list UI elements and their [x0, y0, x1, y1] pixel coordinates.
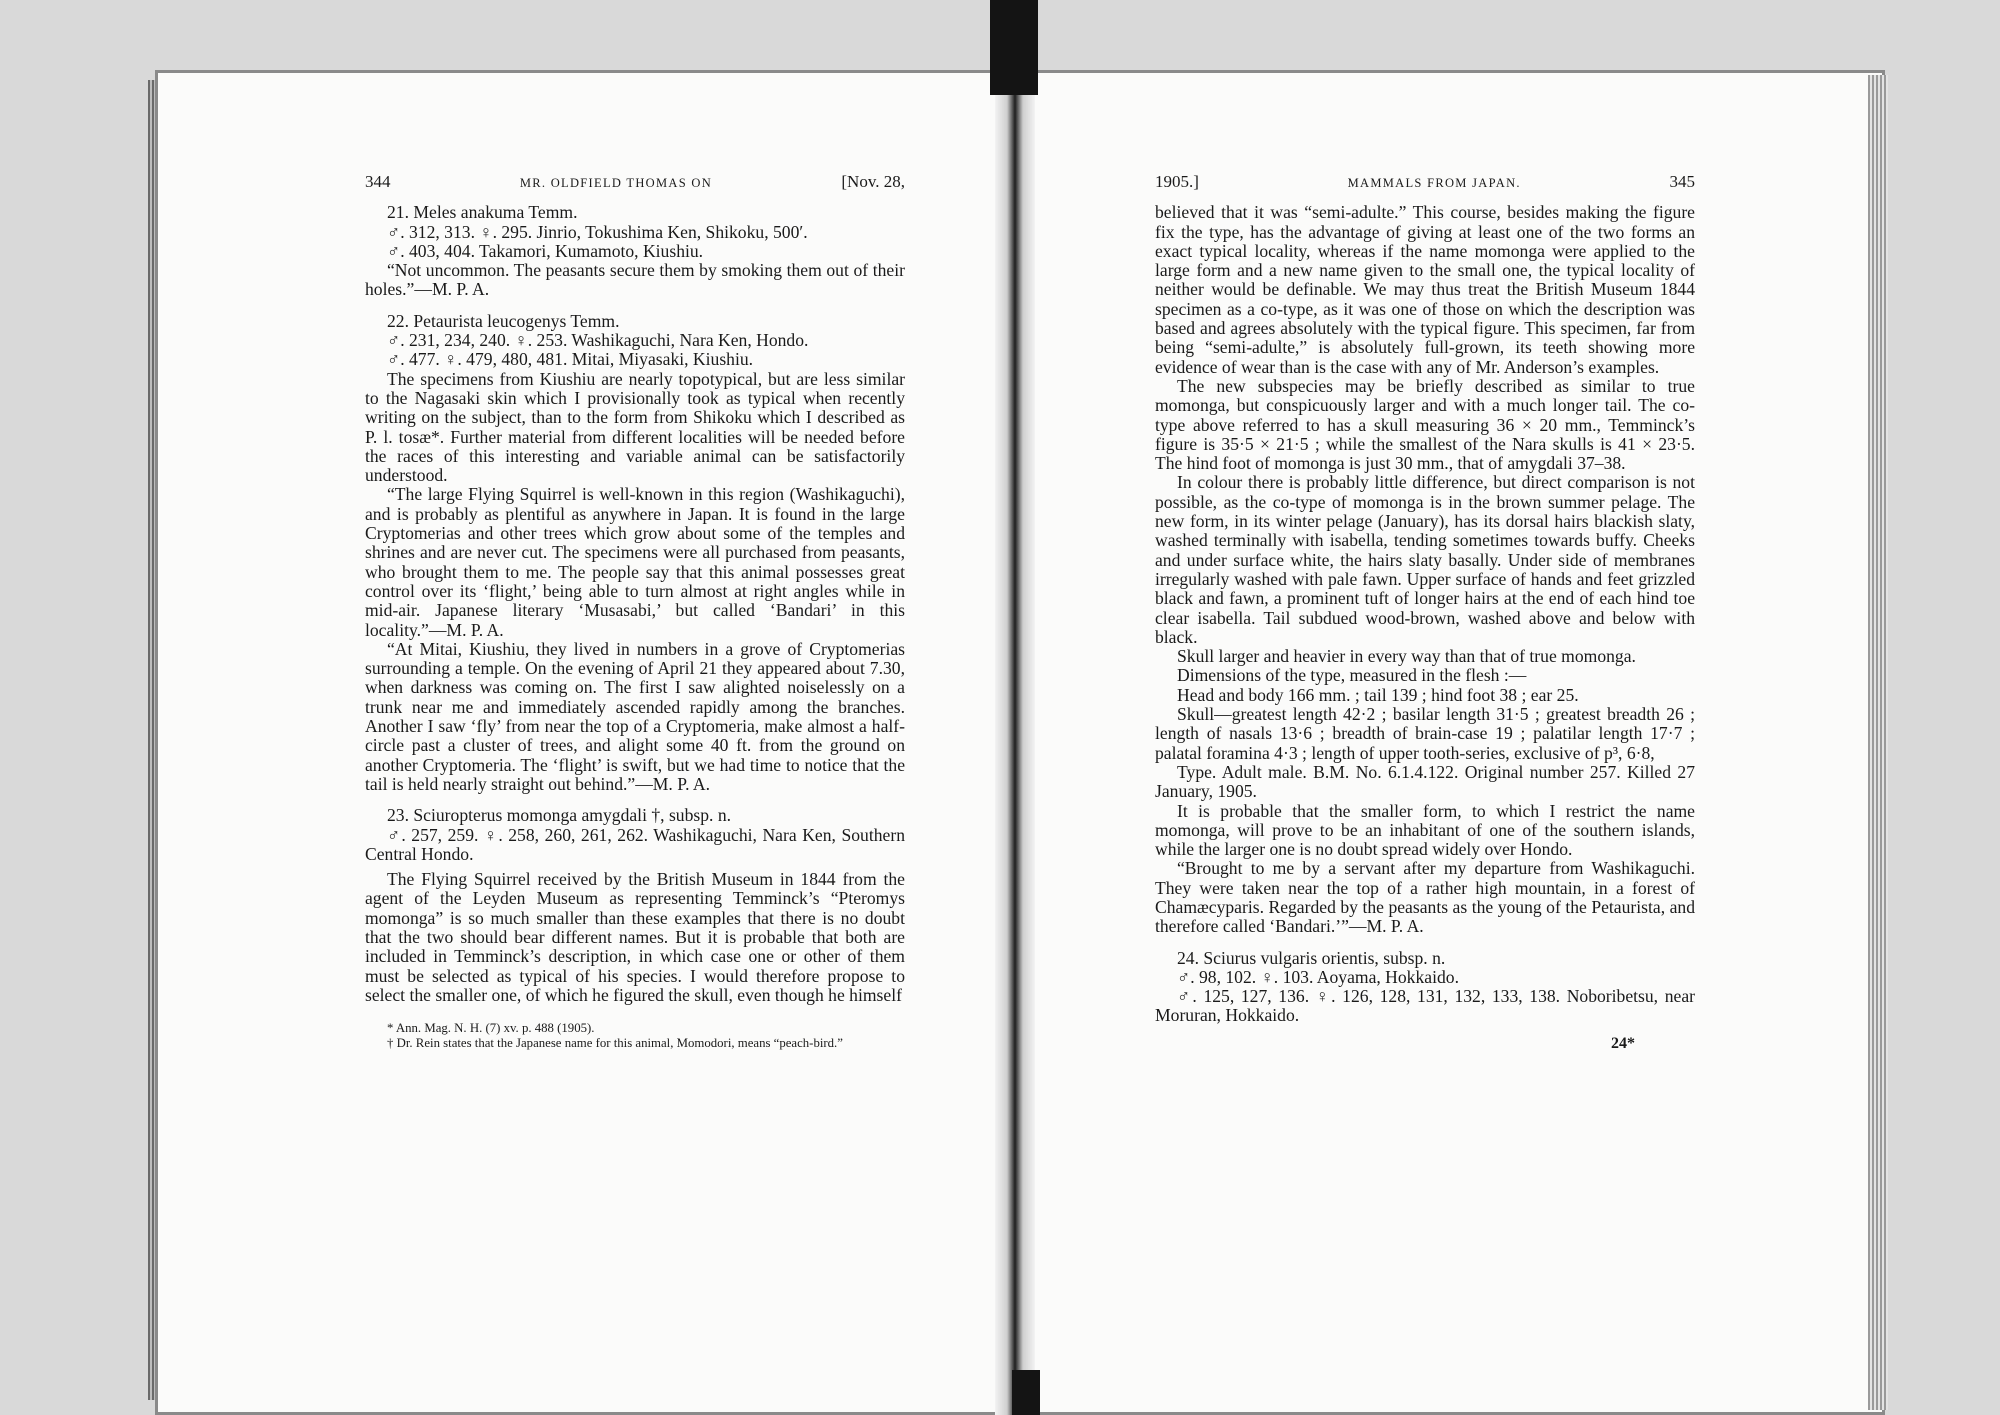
header-date: 1905.]: [1155, 172, 1199, 191]
paragraph: Dimensions of the type, measured in the flesh :—: [1177, 665, 1527, 686]
field-note-quote: “Not uncommon. The peasants secure them by smoking them out of their holes.”—M. P. A.: [365, 260, 905, 300]
paragraph: Head and body 166 mm. ; tail 139 ; hind foot 38 ; ear 25.: [1177, 684, 1579, 705]
right-page: [1155, 172, 1695, 1053]
paragraph: believed that it was “semi-adulte.” This course, besides making the figure fix the type, has the advantage of giving at least one of the two forms an exact typical locality, whereas if the name momonga were applied to the large form and a new name given to the small one, the typical locality of neither would be definable. We may thus treat the British Museum 1844 specimen as a co-type, as it was one of those on which the description was based and agrees absolutely with the typical figure. This specimen, far from being “semi-adulte,” is absolutely full-grown, its teeth showing more evidence of wear than is the case with any of Mr. Anderson’s examples.: [1155, 202, 1695, 377]
running-title: MR. OLDFIELD THOMAS ON: [519, 176, 713, 190]
paragraph: The specimens from Kiushiu are nearly topotypical, but are less similar to the Nagasaki skin which I provisionally took as typical when recently writing on the subject, than to the form from Shikoku which I described as P. l. tosæ*. Further material from different localities will be needed before the races of this interesting and variable animal can be satisfactorily understood.: [365, 368, 905, 486]
header-date: [Nov. 28,: [841, 172, 905, 191]
specimen-line: ♂. 231, 234, 240. ♀. 253. Washikaguchi, Nara Ken, Hondo.: [387, 330, 809, 351]
section-title-23: 23. Sciuropterus momonga amygdali †, subsp. n.: [387, 805, 732, 826]
right-page-header: [1155, 172, 1695, 193]
footnote: † Dr. Rein states that the Japanese name for this animal, Momodori, means “peach-bird.”: [387, 1036, 843, 1051]
section-title-21: 21. Meles anakuma Temm.: [387, 202, 578, 223]
signature-mark: 24*: [1611, 1034, 1635, 1052]
paragraph: It is probable that the smaller form, to which I restrict the name momonga, will prove to be an inhabitant of one of the southern islands, while the larger one is no doubt spread widely over Hondo.: [1155, 800, 1695, 860]
paragraph: Skull—greatest length 42·2 ; basilar length 31·5 ; greatest breadth 26 ; length of nasals 13·6 ; breadth of brain-case 19 ; palatilar length 17·7 ; palatal foramina 4·3 ; length of upper tooth-series, exclusive of p³, 6·8,: [1155, 704, 1695, 763]
book-gutter: [995, 0, 1035, 1415]
page-number: 344: [365, 172, 391, 191]
field-note-quote: “The large Flying Squirrel is well-known in this region (Washikaguchi), and is probably as plentiful as anywhere in Japan. It is found in the large Cryptomerias and other trees which grow about some of the temples and shrines and are never cut. The specimens were all purchased from peasants, who brought them to me. The people say that this animal possesses great control over its ‘flight,’ being able to turn almost at right angles while in mid-air. Japanese literary ‘Musasabi,’ but called ‘Bandari’ in this locality.”—M. P. A.: [365, 484, 905, 640]
footnotes: [365, 1021, 905, 1051]
section-title-22: 22. Petaurista leucogenys Temm.: [387, 310, 620, 331]
paragraph: Skull larger and heavier in every way than that of true momonga.: [1177, 646, 1636, 667]
paragraph: The new subspecies may be briefly described as similar to true momonga, but conspicuously larger and with a much longer tail. The co-type above referred to has a skull measuring 36 × 20 mm., Temminck’s figure is 35·5 × 21·5 ; while the smallest of the Nara skulls is 41 × 23·5. The hind foot of momonga is just 30 mm., that of amygdali 37–38.: [1155, 375, 1695, 474]
gutter-shadow-top: [990, 0, 1038, 95]
specimen-line: ♂. 477. ♀. 479, 480, 481. Mitai, Miyasaki, Kiushiu.: [387, 349, 754, 370]
page-number: 345: [1669, 172, 1695, 191]
specimen-line: ♂. 257, 259. ♀. 258, 260, 261, 262. Washikaguchi, Nara Ken, Southern Central Hondo.: [365, 824, 905, 864]
specimen-line: ♂. 403, 404. Takamori, Kumamoto, Kiushiu.: [387, 240, 704, 261]
page-stack-edge-right: [1868, 75, 1888, 1410]
footnote: * Ann. Mag. N. H. (7) xv. p. 488 (1905).: [387, 1021, 595, 1036]
specimen-line: ♂. 312, 313. ♀. 295. Jinrio, Tokushima Ken, Shikoku, 500′.: [387, 221, 808, 242]
specimen-line: ♂. 125, 127, 136. ♀. 126, 128, 131, 132, 133, 138. Noboribetsu, near Moruran, Hokkaido.: [1155, 986, 1695, 1026]
running-title: MAMMALS FROM JAPAN.: [1347, 176, 1521, 190]
left-page-header: [365, 172, 905, 193]
paragraph: The Flying Squirrel received by the British Museum in 1844 from the agent of the Leyden Museum as representing Temminck’s “Pteromys momonga” is so much smaller than these examples that there is no doubt that the two should bear different names. But it is probable that both are included in Temminck’s description, in which case one or other of them must be selected as typical of his species. I would therefore propose to select the smaller one, of which he figured the skull, even though he himself: [365, 869, 905, 1005]
field-note-quote: “Brought to me by a servant after my departure from Washikaguchi. They were taken near the top of a rather high mountain, in a forest of Chamæcyparis. Regarded by the peasants as the young of the Petaurista, and therefore called ‘Bandari.’”—M. P. A.: [1155, 858, 1695, 937]
field-note-quote: “At Mitai, Kiushiu, they lived in numbers in a grove of Cryptomerias surrounding a temple. On the evening of April 21 they appeared about 7.30, when darkness was coming on. The first I saw alighted noiselessly on a trunk near me and immediately ascended rapidly among the branches. Another I saw ‘fly’ from near the top of a Cryptomeria, make almost a half-circle past a cluster of trees, and alight some 40 ft. from the ground on another Cryptomeria. The ‘flight’ is swift, but we had time to notice that the tail is held nearly straight out behind.”—M. P. A.: [365, 638, 905, 794]
section-title-24: 24. Sciurus vulgaris orientis, subsp. n.: [1177, 947, 1446, 968]
specimen-line: ♂. 98, 102. ♀. 103. Aoyama, Hokkaido.: [1177, 966, 1459, 987]
gutter-shadow-bottom: [1012, 1370, 1040, 1415]
left-page: [365, 172, 905, 1051]
type-paragraph: Type. Adult male. B.M. No. 6.1.4.122. Original number 257. Killed 27 January, 1905.: [1155, 761, 1695, 802]
paragraph: In colour there is probably little difference, but direct comparison is not possible, as the co-type of momonga is in the brown summer pelage. The new form, in its winter pelage (January), has its dorsal hairs blackish slaty, washed terminally with isabella, tending sometimes towards buffy. Cheeks and under surface white, the hairs slaty basally. Under side of membranes irregularly washed with pale fawn. Upper surface of hands and feet grizzled black and fawn, a prominent tuft of longer hairs at the end of each hind toe clear isabella. Tail subdued wood-brown, washed above and below with black.: [1155, 472, 1695, 647]
